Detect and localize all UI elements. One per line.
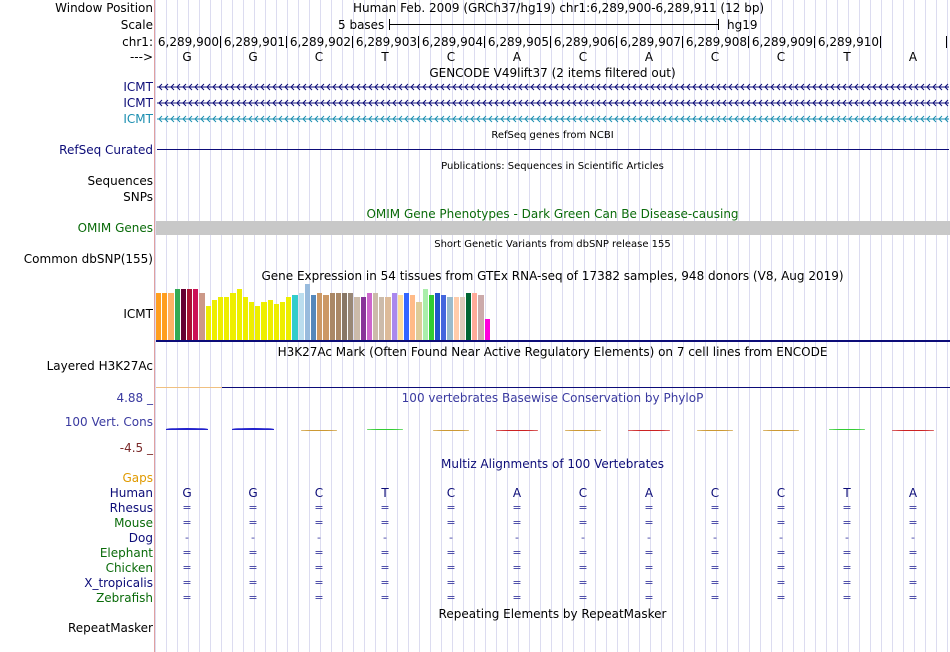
multiz-alignment-cell: = xyxy=(710,546,720,559)
multiz-species-label[interactable]: Elephant xyxy=(99,546,153,560)
multiz-alignment-cell: = xyxy=(314,516,324,529)
position-tick xyxy=(418,36,419,48)
gtex-tissue-bar[interactable] xyxy=(429,295,434,340)
gtex-tissue-bar[interactable] xyxy=(243,297,248,340)
base-letter: C xyxy=(446,50,456,64)
multiz-alignment-cell: = xyxy=(908,576,918,589)
gtex-tissue-bar[interactable] xyxy=(478,295,483,340)
gtex-tissue-bar[interactable] xyxy=(187,289,192,340)
position-label: 6,289,900 xyxy=(157,35,219,49)
scale-bar-left-tick xyxy=(389,19,390,30)
refseq-track-label[interactable]: RefSeq Curated xyxy=(59,143,153,157)
gtex-tissue-bar[interactable] xyxy=(460,297,465,340)
gtex-tissue-bar[interactable] xyxy=(472,293,477,340)
multiz-alignment-cell: = xyxy=(776,501,786,514)
assembly-label: hg19 xyxy=(727,18,758,32)
omim-track-label[interactable]: OMIM Genes xyxy=(77,221,153,235)
multiz-alignment-cell: - xyxy=(845,531,849,544)
position-label: 6,289,908 xyxy=(685,35,747,49)
position-label: 6,289,901 xyxy=(223,35,285,49)
multiz-alignment-cell: = xyxy=(248,561,258,574)
strand-label: ---> xyxy=(129,50,153,64)
multiz-alignment-cell: = xyxy=(908,546,918,559)
gtex-tissue-bar[interactable] xyxy=(249,302,254,340)
gtex-tissue-bar[interactable] xyxy=(330,293,335,340)
multiz-alignment-cell: = xyxy=(182,591,192,604)
multiz-alignment-cell: - xyxy=(383,531,387,544)
gencode-transcript-line[interactable] xyxy=(157,82,949,92)
gtex-tissue-bar[interactable] xyxy=(441,295,446,340)
label-divider xyxy=(154,0,155,652)
multiz-alignment-cell: - xyxy=(647,531,651,544)
gtex-tissue-bar[interactable] xyxy=(385,297,390,340)
multiz-alignment-cell: = xyxy=(182,546,192,559)
gtex-tissue-bar[interactable] xyxy=(261,302,266,340)
multiz-alignment-cell: - xyxy=(449,531,453,544)
phylop-score-mark[interactable] xyxy=(829,429,865,430)
phylop-min-label: -4.5 _ xyxy=(119,441,153,455)
multiz-alignment-cell: = xyxy=(578,576,588,589)
h3k27ac-signal-orange xyxy=(156,387,222,388)
gtex-tissue-bar[interactable] xyxy=(199,293,204,340)
multiz-alignment-cell: = xyxy=(314,591,324,604)
gtex-tissue-bar[interactable] xyxy=(255,306,260,340)
publications-track-title: Publications: Sequences in Scientific Articles xyxy=(441,161,664,172)
multiz-alignment-cell: = xyxy=(842,576,852,589)
multiz-species-label[interactable]: Chicken xyxy=(105,561,153,575)
multiz-species-label[interactable]: Mouse xyxy=(114,516,153,530)
multiz-species-label[interactable]: X_tropicalis xyxy=(84,576,153,590)
multiz-alignment-cell: = xyxy=(446,576,456,589)
multiz-alignment-cell: = xyxy=(248,516,258,529)
multiz-alignment-cell: A xyxy=(644,486,654,500)
position-label: 6,289,904 xyxy=(421,35,483,49)
gtex-tissue-bar[interactable] xyxy=(348,293,353,340)
gtex-tissue-bar[interactable] xyxy=(404,293,409,340)
multiz-alignment-cell: - xyxy=(515,531,519,544)
multiz-alignment-cell: = xyxy=(908,516,918,529)
scale-label: Scale xyxy=(120,18,153,32)
multiz-alignment-cell: = xyxy=(248,546,258,559)
phylop-score-mark[interactable] xyxy=(232,428,274,430)
gtex-tissue-bar[interactable] xyxy=(416,302,421,340)
window-position-label: Window Position xyxy=(55,1,153,15)
multiz-alignment-cell: = xyxy=(446,561,456,574)
multiz-species-label[interactable]: Zebrafish xyxy=(96,591,153,605)
base-letter: G xyxy=(248,50,258,64)
gtex-tissue-bar[interactable] xyxy=(392,293,397,340)
multiz-alignment-cell: A xyxy=(512,486,522,500)
multiz-gaps-label[interactable]: Gaps xyxy=(122,471,153,485)
chrom-label: chr1: xyxy=(122,35,153,49)
multiz-alignment-cell: = xyxy=(248,501,258,514)
gtex-tissue-bar[interactable] xyxy=(367,293,372,340)
gtex-tissue-bar[interactable] xyxy=(317,293,322,340)
position-label: 6,289,907 xyxy=(619,35,681,49)
multiz-alignment-cell: - xyxy=(251,531,255,544)
multiz-alignment-cell: = xyxy=(644,591,654,604)
multiz-alignment-cell: - xyxy=(185,531,189,544)
multiz-alignment-cell: = xyxy=(182,576,192,589)
gtex-tissue-bar[interactable] xyxy=(156,293,161,340)
multiz-alignment-cell: = xyxy=(182,561,192,574)
base-letter: A xyxy=(908,50,918,64)
multiz-alignment-cell: - xyxy=(779,531,783,544)
gtex-tissue-bar[interactable] xyxy=(212,300,217,340)
gtex-tissue-bar[interactable] xyxy=(218,297,223,340)
multiz-species-label[interactable]: Dog xyxy=(128,531,153,545)
phylop-score-mark[interactable] xyxy=(763,430,799,431)
multiz-alignment-cell: = xyxy=(710,516,720,529)
gtex-tissue-bar[interactable] xyxy=(398,295,403,340)
position-tick xyxy=(616,36,617,48)
h3k27ac-baseline xyxy=(222,387,950,388)
position-title: Human Feb. 2009 (GRCh37/hg19) chr1:6,289,900-6,289,911 (12 bp) xyxy=(353,1,765,15)
multiz-alignment-cell: = xyxy=(314,576,324,589)
gtex-tissue-bar[interactable] xyxy=(305,284,310,340)
multiz-alignment-cell: C xyxy=(578,486,588,500)
publications-sequences-label[interactable]: Sequences xyxy=(87,174,153,188)
gtex-tissue-bar[interactable] xyxy=(230,293,235,340)
gtex-tissue-bar[interactable] xyxy=(373,293,378,340)
gencode-gene-label[interactable]: ICMT xyxy=(123,96,153,110)
gtex-tissue-bar[interactable] xyxy=(336,293,341,340)
position-tick xyxy=(550,36,551,48)
multiz-alignment-cell: = xyxy=(710,576,720,589)
gtex-tissue-bar[interactable] xyxy=(323,295,328,340)
phylop-score-mark[interactable] xyxy=(496,430,538,431)
gtex-tissue-bar[interactable] xyxy=(237,289,242,340)
position-label: 6,289,903 xyxy=(355,35,417,49)
multiz-alignment-cell: = xyxy=(248,576,258,589)
phylop-track-label[interactable]: 100 Vert. Cons xyxy=(64,415,153,429)
gtex-track-title: Gene Expression in 54 tissues from GTEx RNA-seq of 17382 samples, 948 donors (V8, Aug 2019) xyxy=(261,269,844,283)
gtex-tissue-bar[interactable] xyxy=(162,293,167,340)
multiz-alignment-cell: = xyxy=(446,501,456,514)
phylop-score-mark[interactable] xyxy=(367,429,403,430)
position-tick xyxy=(484,36,485,48)
scale-bar xyxy=(389,24,719,25)
multiz-alignment-cell: = xyxy=(446,591,456,604)
multiz-alignment-cell: C xyxy=(710,486,720,500)
position-tick xyxy=(814,36,815,48)
gencode-transcript-line[interactable] xyxy=(157,98,949,108)
multiz-alignment-cell: = xyxy=(776,576,786,589)
multiz-alignment-cell: = xyxy=(380,561,390,574)
multiz-alignment-cell: C xyxy=(446,486,456,500)
multiz-species-label[interactable]: Human xyxy=(109,486,153,500)
multiz-alignment-cell: A xyxy=(908,486,918,500)
omim-gene-bar[interactable] xyxy=(156,221,950,235)
multiz-alignment-cell: = xyxy=(380,576,390,589)
multiz-alignment-cell: = xyxy=(314,546,324,559)
multiz-alignment-cell: = xyxy=(380,501,390,514)
position-tick xyxy=(286,36,287,48)
phylop-score-mark[interactable] xyxy=(166,428,208,430)
position-tick xyxy=(682,36,683,48)
multiz-alignment-cell: = xyxy=(842,591,852,604)
position-tick xyxy=(352,36,353,48)
position-label: 6,289,902 xyxy=(289,35,351,49)
base-letter: A xyxy=(644,50,654,64)
multiz-alignment-cell: C xyxy=(314,486,324,500)
gtex-baseline xyxy=(156,340,950,342)
scale-bar-right-tick xyxy=(718,19,719,30)
multiz-alignment-cell: = xyxy=(248,591,258,604)
multiz-alignment-cell: = xyxy=(182,516,192,529)
multiz-alignment-cell: = xyxy=(512,546,522,559)
h3k27ac-track-title: H3K27Ac Mark (Often Found Near Active Regulatory Elements) on 7 cell lines from ENCODE xyxy=(277,345,828,359)
multiz-alignment-cell: = xyxy=(776,561,786,574)
multiz-alignment-cell: = xyxy=(710,561,720,574)
multiz-alignment-cell: = xyxy=(842,501,852,514)
phylop-score-mark[interactable] xyxy=(628,430,670,431)
gencode-track-title: GENCODE V49lift37 (2 items filtered out) xyxy=(429,66,676,80)
gtex-tissue-bar[interactable] xyxy=(168,293,173,340)
multiz-alignment-cell: = xyxy=(512,516,522,529)
phylop-score-mark[interactable] xyxy=(697,430,733,431)
multiz-alignment-cell: = xyxy=(908,561,918,574)
multiz-alignment-cell: T xyxy=(843,486,851,500)
multiz-alignment-cell: = xyxy=(446,516,456,529)
base-letter: T xyxy=(381,50,389,64)
multiz-alignment-cell: G xyxy=(248,486,258,500)
multiz-alignment-cell: = xyxy=(776,591,786,604)
gtex-tissue-bar[interactable] xyxy=(342,293,347,340)
multiz-alignment-cell: = xyxy=(644,576,654,589)
position-tick xyxy=(946,36,947,48)
scale-text: 5 bases xyxy=(338,18,385,32)
multiz-alignment-cell: = xyxy=(842,546,852,559)
multiz-alignment-cell: - xyxy=(581,531,585,544)
position-label: 6,289,910 xyxy=(817,35,879,49)
gencode-transcript-line[interactable] xyxy=(157,114,949,124)
multiz-alignment-cell: = xyxy=(380,591,390,604)
gtex-tissue-bar[interactable] xyxy=(447,297,452,340)
phylop-max-label: 4.88 _ xyxy=(116,391,153,405)
gencode-gene-label[interactable]: ICMT xyxy=(123,80,153,94)
gtex-tissue-bar[interactable] xyxy=(379,297,384,340)
multiz-alignment-cell: = xyxy=(776,546,786,559)
multiz-alignment-cell: = xyxy=(512,501,522,514)
gtex-tissue-bar[interactable] xyxy=(193,289,198,340)
gtex-tissue-bar[interactable] xyxy=(274,304,279,340)
omim-track-title: OMIM Gene Phenotypes - Dark Green Can Be Disease-causing xyxy=(366,207,739,221)
multiz-alignment-cell: G xyxy=(182,486,192,500)
multiz-alignment-cell: = xyxy=(644,546,654,559)
gtex-tissue-bar[interactable] xyxy=(354,297,359,340)
phylop-track-title: 100 vertebrates Basewise Conservation by PhyloP xyxy=(401,391,704,405)
multiz-alignment-cell: = xyxy=(710,591,720,604)
position-label: 6,289,905 xyxy=(487,35,549,49)
gtex-tissue-bar[interactable] xyxy=(466,293,471,340)
multiz-alignment-cell: = xyxy=(710,501,720,514)
multiz-alignment-cell: - xyxy=(713,531,717,544)
multiz-alignment-cell: = xyxy=(578,501,588,514)
gtex-tissue-bar[interactable] xyxy=(181,289,186,340)
gtex-tissue-bar[interactable] xyxy=(311,295,316,340)
multiz-alignment-cell: = xyxy=(644,516,654,529)
multiz-alignment-cell: = xyxy=(182,501,192,514)
base-letter: A xyxy=(512,50,522,64)
multiz-alignment-cell: = xyxy=(314,501,324,514)
multiz-track-title: Multiz Alignments of 100 Vertebrates xyxy=(440,457,665,471)
position-tick xyxy=(220,36,221,48)
multiz-alignment-cell: = xyxy=(512,561,522,574)
multiz-alignment-cell: = xyxy=(578,591,588,604)
phylop-score-mark[interactable] xyxy=(565,430,601,431)
phylop-score-mark[interactable] xyxy=(433,430,469,431)
base-letter: G xyxy=(182,50,192,64)
gencode-gene-label[interactable]: ICMT xyxy=(123,112,153,126)
multiz-alignment-cell: = xyxy=(512,591,522,604)
gtex-tissue-bar[interactable] xyxy=(410,295,415,340)
multiz-alignment-cell: = xyxy=(512,576,522,589)
gtex-tissue-bar[interactable] xyxy=(280,302,285,340)
refseq-gene-line[interactable] xyxy=(157,149,949,150)
gtex-bar-chart[interactable] xyxy=(156,284,950,340)
multiz-alignment-cell: = xyxy=(314,561,324,574)
multiz-alignment-cell: T xyxy=(381,486,389,500)
gtex-tissue-bar[interactable] xyxy=(423,289,428,340)
phylop-score-mark[interactable] xyxy=(892,430,934,431)
position-label: 6,289,906 xyxy=(553,35,615,49)
multiz-alignment-cell: - xyxy=(317,531,321,544)
gtex-tissue-bar[interactable] xyxy=(299,293,304,340)
multiz-alignment-cell: = xyxy=(908,591,918,604)
multiz-alignment-cell: = xyxy=(578,516,588,529)
multiz-alignment-cell: - xyxy=(911,531,915,544)
base-letter: C xyxy=(710,50,720,64)
phylop-score-mark[interactable] xyxy=(301,430,337,431)
base-letter: C xyxy=(578,50,588,64)
h3k27ac-track-label[interactable]: Layered H3K27Ac xyxy=(46,359,153,373)
gtex-tissue-bar[interactable] xyxy=(454,297,459,340)
multiz-alignment-cell: = xyxy=(842,561,852,574)
multiz-alignment-cell: = xyxy=(842,516,852,529)
multiz-alignment-cell: = xyxy=(644,561,654,574)
position-tick xyxy=(748,36,749,48)
multiz-alignment-cell: = xyxy=(776,516,786,529)
gtex-tissue-bar[interactable] xyxy=(268,300,273,340)
gtex-tissue-bar[interactable] xyxy=(286,297,291,340)
gtex-tissue-bar[interactable] xyxy=(485,319,490,340)
gtex-tissue-bar[interactable] xyxy=(435,293,440,340)
dbsnp-track-label[interactable]: Common dbSNP(155) xyxy=(23,252,153,266)
multiz-alignment-cell: = xyxy=(380,516,390,529)
gtex-tissue-bar[interactable] xyxy=(206,306,211,340)
phylop-signal[interactable] xyxy=(155,420,950,440)
multiz-alignment-cell: = xyxy=(578,546,588,559)
gtex-track-label[interactable]: ICMT xyxy=(123,307,153,321)
base-letter: C xyxy=(776,50,786,64)
multiz-alignment-cell: C xyxy=(776,486,786,500)
dbsnp-track-title: Short Genetic Variants from dbSNP release 155 xyxy=(434,239,671,250)
gtex-tissue-bar[interactable] xyxy=(292,295,297,340)
refseq-track-title: RefSeq genes from NCBI xyxy=(491,130,614,141)
publications-snps-label[interactable]: SNPs xyxy=(123,190,153,204)
gtex-tissue-bar[interactable] xyxy=(175,289,180,340)
gtex-tissue-bar[interactable] xyxy=(224,297,229,340)
multiz-alignment-cell: = xyxy=(446,546,456,559)
multiz-alignment-cell: = xyxy=(908,501,918,514)
gtex-tissue-bar[interactable] xyxy=(361,297,366,340)
multiz-alignment-cell: = xyxy=(644,501,654,514)
repeatmasker-track-title: Repeating Elements by RepeatMasker xyxy=(438,607,667,621)
multiz-species-label[interactable]: Rhesus xyxy=(109,501,153,515)
repeatmasker-track-label[interactable]: RepeatMasker xyxy=(67,621,153,635)
position-label: 6,289,909 xyxy=(751,35,813,49)
multiz-alignment-cell: = xyxy=(380,546,390,559)
base-letter: T xyxy=(843,50,851,64)
position-tick xyxy=(880,36,881,48)
multiz-alignment-cell: = xyxy=(578,561,588,574)
base-letter: C xyxy=(314,50,324,64)
